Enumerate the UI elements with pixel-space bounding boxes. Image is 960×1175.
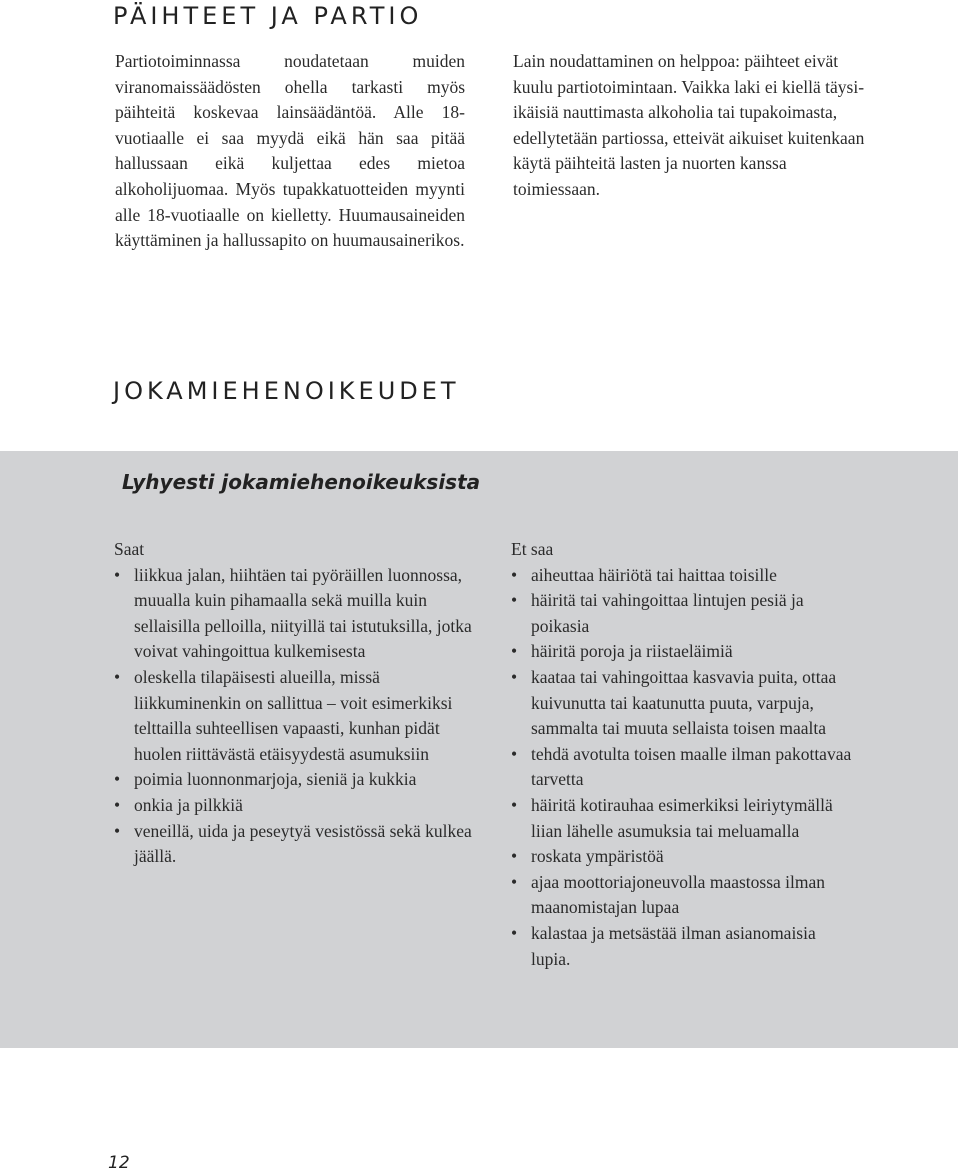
forbidden-label: Et saa xyxy=(511,539,554,559)
list-item: • ajaa moottoriajoneuvolla maastossa ilman maanomistajan lupaa xyxy=(511,870,856,921)
allowed-list xyxy=(114,563,474,870)
list-item: • häiritä tai vahingoittaa lintujen pesiä ja poikasia xyxy=(511,588,856,639)
allowed-column xyxy=(114,537,474,870)
list-item: • häiritä kotirauhaa esimerkiksi leiriytymällä liian lähelle asumuksia tai meluamalla xyxy=(511,793,856,844)
intro-paragraph-right: Lain noudattaminen on helppoa: päihteet eivät kuulu partiotoimintaan. Vaikka laki ei kiellä täysi-ikäisiä nauttimasta alkoholia tai tupakoimasta, edellytetään partiossa, etteivät aikuiset kuitenkaan käytä päihteitä lasten ja nuorten kanssa toimiessaan. xyxy=(513,51,865,199)
list-item: • veneillä, uida ja peseytyä vesistössä sekä kulkea jäällä. xyxy=(114,819,474,870)
list-item: • kalastaa ja metsästää ilman asianomaisia lupia. xyxy=(511,921,856,972)
list-item: • liikkua jalan, hiihtäen tai pyöräillen luonnossa, muualla kuin pihamaalla sekä muilla kuin sellaisilla pelloilla, niityillä tai istutuksilla, jotka voivat vahingoittua kulkemisesta xyxy=(114,563,474,665)
list-item: • poimia luonnonmarjoja, sieniä ja kukkia xyxy=(114,767,474,793)
list-item: • tehdä avotulta toisen maalle ilman pakottavaa tarvetta xyxy=(511,742,856,793)
list-item: • häiritä poroja ja riistaeläimiä xyxy=(511,639,856,665)
forbidden-list xyxy=(511,563,856,973)
list-item: • onkia ja pilkkiä xyxy=(114,793,474,819)
summary-box-title: Lyhyesti jokamiehenoikeuksista xyxy=(122,470,481,494)
allowed-label: Saat xyxy=(114,539,145,559)
section-heading-paihteet: PÄIHTEET JA PARTIO xyxy=(113,2,423,30)
list-item: • aiheuttaa häiriötä tai haittaa toisille xyxy=(511,563,856,589)
list-item: • oleskella tilapäisesti alueilla, missä liikkuminenkin on sallittua – voit esimerkiksi telttailla suhteellisen vapaasti, kunhan pidät huolen riittävästä etäisyydestä asumuksiin xyxy=(114,665,474,767)
page-number: 12 xyxy=(108,1153,130,1173)
intro-paragraph-left: Partiotoiminnassa noudatetaan muiden viranomaissäädösten ohella tarkasti myös päihteitä koskevaa lainsäädäntöä. Alle 18-vuotiaalle ei saa myydä eikä hän saa pitää hallussaan eikä kuljettaa edes mietoa alkoholijuomaa. Myös tupakkatuotteiden myynti alle 18-vuotiaalle on kielletty. Huumausaineiden käyttäminen ja hallussapito on huumausainerikos. xyxy=(115,51,465,251)
section-heading-jokamiehenoikeudet: JOKAMIEHENOIKEUDET xyxy=(113,377,460,405)
list-item: • kaataa tai vahingoittaa kasvavia puita, ottaa kuivunutta tai kaatunutta puuta, varpuja, sammalta tai muuta sellaista toisen maalta xyxy=(511,665,856,742)
list-item: • roskata ympäristöä xyxy=(511,844,856,870)
forbidden-column xyxy=(511,537,856,972)
